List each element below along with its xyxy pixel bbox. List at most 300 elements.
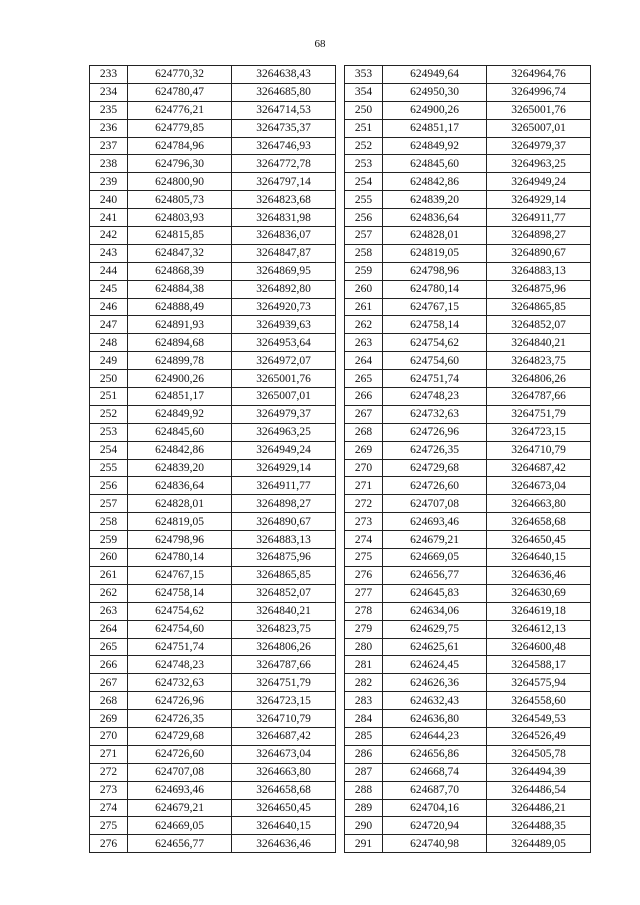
point-number-cell: 252 [345, 137, 383, 155]
y-coordinate-cell: 3264526,49 [487, 727, 591, 745]
table-row [90, 370, 336, 388]
table-row [345, 727, 591, 745]
y-coordinate-cell: 3264710,79 [232, 710, 336, 728]
y-coordinate-cell: 3264746,93 [232, 137, 336, 155]
point-number-cell: 290 [345, 817, 383, 835]
x-coordinate-cell: 624798,96 [128, 531, 232, 549]
table-row [345, 119, 591, 137]
x-coordinate-cell: 624784,96 [128, 137, 232, 155]
table-row [90, 83, 336, 101]
y-coordinate-cell: 3264714,53 [232, 101, 336, 119]
x-coordinate-cell: 624729,68 [128, 727, 232, 745]
y-coordinate-cell: 3264898,27 [232, 495, 336, 513]
table-row [345, 209, 591, 227]
y-coordinate-cell: 3264979,37 [232, 405, 336, 423]
x-coordinate-cell: 624845,60 [383, 155, 487, 173]
point-number-cell: 272 [345, 495, 383, 513]
x-coordinate-cell: 624732,63 [383, 405, 487, 423]
point-number-cell: 266 [90, 656, 128, 674]
y-coordinate-cell: 3264963,25 [232, 423, 336, 441]
table-row [345, 692, 591, 710]
x-coordinate-cell: 624644,23 [383, 727, 487, 745]
y-coordinate-cell: 3264996,74 [487, 83, 591, 101]
point-number-cell: 270 [90, 727, 128, 745]
point-number-cell: 235 [90, 101, 128, 119]
x-coordinate-cell: 624645,83 [383, 584, 487, 602]
x-coordinate-cell: 624726,60 [383, 477, 487, 495]
x-coordinate-cell: 624767,15 [383, 298, 487, 316]
x-coordinate-cell: 624634,06 [383, 602, 487, 620]
point-number-cell: 259 [90, 531, 128, 549]
x-coordinate-cell: 624626,36 [383, 674, 487, 692]
x-coordinate-cell: 624842,86 [128, 441, 232, 459]
x-coordinate-cell: 624751,74 [128, 638, 232, 656]
x-coordinate-cell: 624726,60 [128, 745, 232, 763]
x-coordinate-cell: 624754,60 [128, 620, 232, 638]
x-coordinate-cell: 624732,63 [128, 674, 232, 692]
x-coordinate-cell: 624868,39 [128, 262, 232, 280]
y-coordinate-cell: 3264710,79 [487, 441, 591, 459]
point-number-cell: 251 [345, 119, 383, 137]
table-row [345, 602, 591, 620]
point-number-cell: 264 [90, 620, 128, 638]
point-number-cell: 250 [345, 101, 383, 119]
y-coordinate-cell: 3264787,66 [232, 656, 336, 674]
x-coordinate-cell: 624839,20 [383, 191, 487, 209]
x-coordinate-cell: 624754,62 [383, 334, 487, 352]
y-coordinate-cell: 3264865,85 [232, 566, 336, 584]
y-coordinate-cell: 3264630,69 [487, 584, 591, 602]
x-coordinate-cell: 624751,74 [383, 370, 487, 388]
x-coordinate-cell: 624891,93 [128, 316, 232, 334]
x-coordinate-cell: 624776,21 [128, 101, 232, 119]
table-row [90, 388, 336, 406]
x-coordinate-cell: 624758,14 [383, 316, 487, 334]
table-row [345, 244, 591, 262]
point-number-cell: 261 [345, 298, 383, 316]
point-number-cell: 283 [345, 692, 383, 710]
point-number-cell: 267 [90, 674, 128, 692]
y-coordinate-cell: 3264911,77 [232, 477, 336, 495]
y-coordinate-cell: 3264847,87 [232, 244, 336, 262]
point-number-cell: 276 [345, 566, 383, 584]
table-row [345, 155, 591, 173]
table-row [90, 155, 336, 173]
x-coordinate-cell: 624669,05 [383, 549, 487, 567]
point-number-cell: 282 [345, 674, 383, 692]
y-coordinate-cell: 3264929,14 [487, 191, 591, 209]
y-coordinate-cell: 3264612,13 [487, 620, 591, 638]
point-number-cell: 272 [90, 763, 128, 781]
table-row [345, 531, 591, 549]
x-coordinate-cell: 624849,92 [383, 137, 487, 155]
table-row [345, 316, 591, 334]
y-coordinate-cell: 3264687,42 [487, 459, 591, 477]
y-coordinate-cell: 3264751,79 [232, 674, 336, 692]
point-number-cell: 281 [345, 656, 383, 674]
point-number-cell: 274 [345, 531, 383, 549]
point-number-cell: 250 [90, 370, 128, 388]
table-row [345, 173, 591, 191]
point-number-cell: 263 [90, 602, 128, 620]
x-coordinate-cell: 624819,05 [383, 244, 487, 262]
y-coordinate-cell: 3265001,76 [487, 101, 591, 119]
x-coordinate-cell: 624842,86 [383, 173, 487, 191]
x-coordinate-cell: 624754,62 [128, 602, 232, 620]
y-coordinate-cell: 3264869,95 [232, 262, 336, 280]
point-number-cell: 234 [90, 83, 128, 101]
y-coordinate-cell: 3265001,76 [232, 370, 336, 388]
point-number-cell: 276 [90, 835, 128, 853]
table-row [90, 745, 336, 763]
table-row [90, 459, 336, 477]
y-coordinate-cell: 3264939,63 [232, 316, 336, 334]
x-coordinate-cell: 624758,14 [128, 584, 232, 602]
table-row [90, 66, 336, 84]
y-coordinate-cell: 3264588,17 [487, 656, 591, 674]
point-number-cell: 264 [345, 352, 383, 370]
x-coordinate-cell: 624851,17 [383, 119, 487, 137]
x-coordinate-cell: 624726,35 [383, 441, 487, 459]
y-coordinate-cell: 3264619,18 [487, 602, 591, 620]
point-number-cell: 285 [345, 727, 383, 745]
table-row [345, 334, 591, 352]
point-number-cell: 278 [345, 602, 383, 620]
point-number-cell: 255 [345, 191, 383, 209]
table-row [90, 209, 336, 227]
x-coordinate-cell: 624656,77 [128, 835, 232, 853]
x-coordinate-cell: 624632,43 [383, 692, 487, 710]
table-row [90, 334, 336, 352]
point-number-cell: 354 [345, 83, 383, 101]
page-number: 68 [314, 38, 326, 50]
table-row [90, 423, 336, 441]
y-coordinate-cell: 3264892,80 [232, 280, 336, 298]
y-coordinate-cell: 3264823,75 [232, 620, 336, 638]
x-coordinate-cell: 624851,17 [128, 388, 232, 406]
y-coordinate-cell: 3264558,60 [487, 692, 591, 710]
y-coordinate-cell: 3264549,53 [487, 710, 591, 728]
table-row [345, 101, 591, 119]
x-coordinate-cell: 624845,60 [128, 423, 232, 441]
y-coordinate-cell: 3264673,04 [487, 477, 591, 495]
y-coordinate-cell: 3264949,24 [232, 441, 336, 459]
table-row [345, 477, 591, 495]
table-row [90, 727, 336, 745]
point-number-cell: 284 [345, 710, 383, 728]
point-number-cell: 265 [90, 638, 128, 656]
x-coordinate-cell: 624899,78 [128, 352, 232, 370]
coordinates-table-left [89, 65, 336, 853]
x-coordinate-cell: 624656,77 [383, 566, 487, 584]
y-coordinate-cell: 3264831,98 [232, 209, 336, 227]
y-coordinate-cell: 3264673,04 [232, 745, 336, 763]
point-number-cell: 253 [90, 423, 128, 441]
table-row [90, 298, 336, 316]
table-row [90, 835, 336, 853]
x-coordinate-cell: 624849,92 [128, 405, 232, 423]
point-number-cell: 265 [345, 370, 383, 388]
x-coordinate-cell: 624780,47 [128, 83, 232, 101]
point-number-cell: 245 [90, 280, 128, 298]
x-coordinate-cell: 624704,16 [383, 799, 487, 817]
y-coordinate-cell: 3264911,77 [487, 209, 591, 227]
y-coordinate-cell: 3264687,42 [232, 727, 336, 745]
y-coordinate-cell: 3264920,73 [232, 298, 336, 316]
point-number-cell: 269 [345, 441, 383, 459]
table-row [90, 352, 336, 370]
point-number-cell: 271 [345, 477, 383, 495]
table-row [90, 692, 336, 710]
table-row [90, 173, 336, 191]
point-number-cell: 280 [345, 638, 383, 656]
table-row [345, 137, 591, 155]
table-row [90, 477, 336, 495]
x-coordinate-cell: 624894,68 [128, 334, 232, 352]
table-row [90, 531, 336, 549]
point-number-cell: 262 [90, 584, 128, 602]
point-number-cell: 241 [90, 209, 128, 227]
y-coordinate-cell: 3264963,25 [487, 155, 591, 173]
point-number-cell: 258 [345, 244, 383, 262]
table-row [90, 674, 336, 692]
point-number-cell: 275 [90, 817, 128, 835]
y-coordinate-cell: 3264640,15 [232, 817, 336, 835]
x-coordinate-cell: 624800,90 [128, 173, 232, 191]
table-row [345, 584, 591, 602]
point-number-cell: 260 [345, 280, 383, 298]
y-coordinate-cell: 3264964,76 [487, 66, 591, 84]
table-row [345, 763, 591, 781]
table-row [345, 262, 591, 280]
table-row [90, 710, 336, 728]
y-coordinate-cell: 3264953,64 [232, 334, 336, 352]
table-row [90, 441, 336, 459]
point-number-cell: 273 [345, 513, 383, 531]
x-coordinate-cell: 624726,35 [128, 710, 232, 728]
x-coordinate-cell: 624805,73 [128, 191, 232, 209]
y-coordinate-cell: 3264494,39 [487, 763, 591, 781]
table-row [345, 405, 591, 423]
table-row [90, 549, 336, 567]
table-row [345, 799, 591, 817]
table-row [345, 83, 591, 101]
point-number-cell: 262 [345, 316, 383, 334]
y-coordinate-cell: 3264852,07 [487, 316, 591, 334]
x-coordinate-cell: 624707,08 [128, 763, 232, 781]
x-coordinate-cell: 624679,21 [128, 799, 232, 817]
point-number-cell: 267 [345, 405, 383, 423]
x-coordinate-cell: 624693,46 [383, 513, 487, 531]
x-coordinate-cell: 624729,68 [383, 459, 487, 477]
point-number-cell: 247 [90, 316, 128, 334]
point-number-cell: 275 [345, 549, 383, 567]
table-row [345, 513, 591, 531]
table-row [345, 638, 591, 656]
table-row [90, 638, 336, 656]
x-coordinate-cell: 624754,60 [383, 352, 487, 370]
point-number-cell: 257 [345, 227, 383, 245]
x-coordinate-cell: 624780,14 [383, 280, 487, 298]
table-row [90, 620, 336, 638]
y-coordinate-cell: 3264723,15 [487, 423, 591, 441]
y-coordinate-cell: 3264751,79 [487, 405, 591, 423]
x-coordinate-cell: 624819,05 [128, 513, 232, 531]
point-number-cell: 259 [345, 262, 383, 280]
point-number-cell: 251 [90, 388, 128, 406]
y-coordinate-cell: 3264638,43 [232, 66, 336, 84]
y-coordinate-cell: 3264852,07 [232, 584, 336, 602]
y-coordinate-cell: 3264636,46 [487, 566, 591, 584]
table-row [90, 781, 336, 799]
y-coordinate-cell: 3264840,21 [232, 602, 336, 620]
point-number-cell: 237 [90, 137, 128, 155]
point-number-cell: 263 [345, 334, 383, 352]
point-number-cell: 254 [90, 441, 128, 459]
point-number-cell: 289 [345, 799, 383, 817]
x-coordinate-cell: 624949,64 [383, 66, 487, 84]
y-coordinate-cell: 3265007,01 [232, 388, 336, 406]
x-coordinate-cell: 624836,64 [383, 209, 487, 227]
table-row [90, 602, 336, 620]
y-coordinate-cell: 3265007,01 [487, 119, 591, 137]
y-coordinate-cell: 3264735,37 [232, 119, 336, 137]
point-number-cell: 353 [345, 66, 383, 84]
y-coordinate-cell: 3264806,26 [232, 638, 336, 656]
table-row [90, 227, 336, 245]
x-coordinate-cell: 624707,08 [383, 495, 487, 513]
table-row [90, 101, 336, 119]
table-row [90, 763, 336, 781]
point-number-cell: 286 [345, 745, 383, 763]
x-coordinate-cell: 624779,85 [128, 119, 232, 137]
y-coordinate-cell: 3264663,80 [232, 763, 336, 781]
point-number-cell: 244 [90, 262, 128, 280]
point-number-cell: 252 [90, 405, 128, 423]
table-row [90, 584, 336, 602]
x-coordinate-cell: 624815,85 [128, 227, 232, 245]
y-coordinate-cell: 3264898,27 [487, 227, 591, 245]
x-coordinate-cell: 624847,32 [128, 244, 232, 262]
y-coordinate-cell: 3264663,80 [487, 495, 591, 513]
x-coordinate-cell: 624669,05 [128, 817, 232, 835]
point-number-cell: 249 [90, 352, 128, 370]
table-row [345, 66, 591, 84]
x-coordinate-cell: 624740,98 [383, 835, 487, 853]
x-coordinate-cell: 624770,32 [128, 66, 232, 84]
table-row [345, 423, 591, 441]
table-row [345, 620, 591, 638]
table-row [345, 781, 591, 799]
point-number-cell: 287 [345, 763, 383, 781]
x-coordinate-cell: 624828,01 [128, 495, 232, 513]
x-coordinate-cell: 624693,46 [128, 781, 232, 799]
x-coordinate-cell: 624900,26 [128, 370, 232, 388]
x-coordinate-cell: 624656,86 [383, 745, 487, 763]
y-coordinate-cell: 3264875,96 [232, 549, 336, 567]
point-number-cell: 266 [345, 388, 383, 406]
table-row [345, 459, 591, 477]
point-number-cell: 269 [90, 710, 128, 728]
point-number-cell: 291 [345, 835, 383, 853]
y-coordinate-cell: 3264949,24 [487, 173, 591, 191]
table-row [90, 405, 336, 423]
point-number-cell: 270 [345, 459, 383, 477]
table-row [345, 656, 591, 674]
point-number-cell: 254 [345, 173, 383, 191]
point-number-cell: 256 [345, 209, 383, 227]
y-coordinate-cell: 3264505,78 [487, 745, 591, 763]
x-coordinate-cell: 624900,26 [383, 101, 487, 119]
x-coordinate-cell: 624636,80 [383, 710, 487, 728]
table-row [90, 244, 336, 262]
y-coordinate-cell: 3264806,26 [487, 370, 591, 388]
x-coordinate-cell: 624767,15 [128, 566, 232, 584]
y-coordinate-cell: 3264929,14 [232, 459, 336, 477]
x-coordinate-cell: 624726,96 [383, 423, 487, 441]
table-row [90, 495, 336, 513]
table-row [345, 835, 591, 853]
table-row [90, 656, 336, 674]
x-coordinate-cell: 624625,61 [383, 638, 487, 656]
table-row [345, 227, 591, 245]
x-coordinate-cell: 624780,14 [128, 549, 232, 567]
y-coordinate-cell: 3264823,75 [487, 352, 591, 370]
table-row [90, 566, 336, 584]
table-row [90, 280, 336, 298]
point-number-cell: 271 [90, 745, 128, 763]
y-coordinate-cell: 3264488,35 [487, 817, 591, 835]
x-coordinate-cell: 624629,75 [383, 620, 487, 638]
table-row [345, 549, 591, 567]
x-coordinate-cell: 624950,30 [383, 83, 487, 101]
table-row [345, 817, 591, 835]
point-number-cell: 273 [90, 781, 128, 799]
y-coordinate-cell: 3264890,67 [487, 244, 591, 262]
coordinates-table-right [344, 65, 591, 853]
table-row [345, 710, 591, 728]
point-number-cell: 274 [90, 799, 128, 817]
x-coordinate-cell: 624624,45 [383, 656, 487, 674]
y-coordinate-cell: 3264979,37 [487, 137, 591, 155]
y-coordinate-cell: 3264883,13 [232, 531, 336, 549]
table-row [90, 119, 336, 137]
x-coordinate-cell: 624839,20 [128, 459, 232, 477]
point-number-cell: 236 [90, 119, 128, 137]
y-coordinate-cell: 3264650,45 [232, 799, 336, 817]
y-coordinate-cell: 3264489,05 [487, 835, 591, 853]
table-row [345, 566, 591, 584]
y-coordinate-cell: 3264486,21 [487, 799, 591, 817]
y-coordinate-cell: 3264658,68 [232, 781, 336, 799]
x-coordinate-cell: 624679,21 [383, 531, 487, 549]
x-coordinate-cell: 624687,70 [383, 781, 487, 799]
point-number-cell: 242 [90, 227, 128, 245]
table-row [345, 388, 591, 406]
x-coordinate-cell: 624798,96 [383, 262, 487, 280]
table-row [90, 316, 336, 334]
table-row [345, 674, 591, 692]
y-coordinate-cell: 3264685,80 [232, 83, 336, 101]
y-coordinate-cell: 3264797,14 [232, 173, 336, 191]
y-coordinate-cell: 3264865,85 [487, 298, 591, 316]
point-number-cell: 268 [345, 423, 383, 441]
x-coordinate-cell: 624803,93 [128, 209, 232, 227]
table-row [345, 370, 591, 388]
y-coordinate-cell: 3264836,07 [232, 227, 336, 245]
point-number-cell: 255 [90, 459, 128, 477]
point-number-cell: 239 [90, 173, 128, 191]
